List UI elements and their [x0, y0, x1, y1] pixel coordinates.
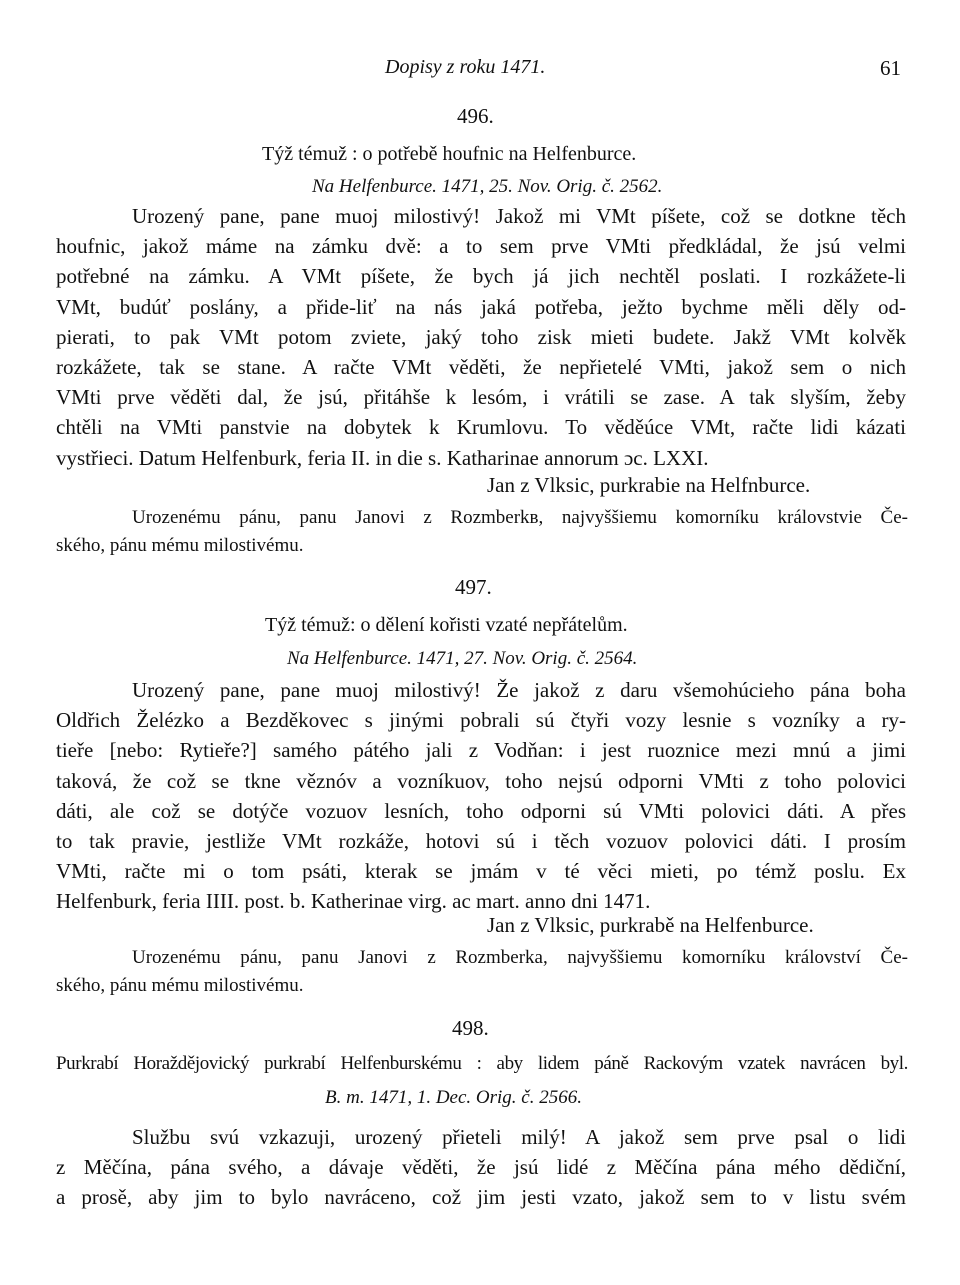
- address-line: Urozenému pánu, panu Janovi z Rozmberkв, najvyššiemu komorníku královstvie Če-: [132, 507, 908, 528]
- body-line: potřebné na zámku. A VMt píšete, že bych já jich nechtěl poslati. I rozkážete-li: [56, 264, 906, 289]
- body-line: VMti prve věděti dal, že jsú, přitáhše k lesóm, i vrátili se zase. A tak slyším, žeby: [56, 385, 906, 410]
- letter-address: [56, 944, 908, 1000]
- letter-number: 497.: [455, 575, 492, 599]
- body-line: houfnic, jakož máme na zámku dvě: a to sem prve VMti předkládal, že jsú velmi: [56, 234, 906, 259]
- body-line: rozkážete, tak se stane. A račte VMt věděti, že nepřietelé VMti, jakož sem o nich: [56, 355, 906, 380]
- body-line: taková, že což se tkne věznóv a vozníkuov, toho nejsú odporni VMti z toho polovici: [56, 768, 906, 793]
- body-line: dáti, ale což se dotýče vozuov lesních, toho odporni sú VMti polovici dáti. A přes: [56, 798, 906, 823]
- letter-signature: Jan z Vlksic, purkrabě na Helfenburce.: [487, 913, 814, 937]
- running-title: Dopisy z roku 1471.: [385, 56, 546, 78]
- body-line: chtěli na VMti panstvie na dobytek k Krumlovu. To věděúce VMt, račte lidi kázati: [56, 415, 906, 440]
- letter-address: [56, 504, 908, 560]
- body-line: Helfenburk, feria IIII. post. b. Katherinae virg. ac mart. anno dni 1471.: [56, 889, 651, 914]
- letter-signature: Jan z Vlksic, purkrabie na Helfnburce.: [487, 473, 811, 497]
- body-line: Urozený pane, pane muoj milostivý! Že jakož z daru všemohúcieho pána boha: [132, 678, 906, 702]
- address-line: ského, pánu mému milostivému.: [56, 975, 304, 996]
- body-line: pierati, to pak VMt potom zviete, jaký toho zisk mieti budete. Jakž VMt kolvěk: [56, 324, 906, 349]
- body-line: VMti, račte mi o tom psáti, kterak se jmám v té věci mieti, po témž poslu. Ex: [56, 859, 906, 884]
- letter-dateline: Na Helfenburce. 1471, 27. Nov. Orig. č. 2564.: [287, 648, 638, 669]
- body-line: to tak pravie, jestliže VMt rozkáže, hotovi sú i těch vozuov polovici dáti. I prosím: [56, 829, 906, 854]
- body-line: tieře [nebo: Rytieře?] samého pátého jali z Vodňan: i jest ruoznice mezi mnú a jimi: [56, 738, 906, 763]
- body-line: VMt, budúť poslány, a přide-liť na nás jaká potřeba, ježto bychme měli děly od-: [56, 294, 906, 319]
- body-line: Urozený pane, pane muoj milostivý! Jakož mi VMt píšete, což se dotkne těch: [132, 204, 906, 228]
- letter-subject: Purkrabí Horaždějovický purkrabí Helfenburskému : aby lidem páně Rackovým vzatek navrácen byl.: [56, 1053, 908, 1074]
- body-line: z Měčína, pána svého, a dávaje věděti, že jsú lidé z Měčína pána mého dědiční,: [56, 1155, 906, 1180]
- body-line: a prosě, aby jim to bylo navráceno, což jim jesti vzato, jakož sem to v listu svém: [56, 1185, 906, 1210]
- letter-dateline: B. m. 1471, 1. Dec. Orig. č. 2566.: [325, 1087, 582, 1108]
- body-line: Oldřich Želézko a Bezděkovec s jinými pobrali sú čtyři vozy lesnie s vozníky a ry-: [56, 708, 906, 733]
- letter-body: [56, 1122, 906, 1213]
- address-line: Urozenému pánu, panu Janovi z Rozmberka, najvyššiemu komorníku království Če-: [132, 947, 908, 968]
- letter-number: 496.: [457, 104, 494, 128]
- address-line: ského, pánu mému milostivému.: [56, 535, 304, 556]
- page-number: 61: [880, 56, 901, 80]
- letter-body: [56, 201, 906, 473]
- letter-dateline: Na Helfenburce. 1471, 25. Nov. Orig. č. 2562.: [312, 176, 663, 197]
- body-line: vystřieci. Datum Helfenburk, feria II. in die s. Katharinae annorum ɔc. LXXI.: [56, 445, 709, 470]
- body-line: Službu svú vzkazuji, urozený přieteli milý! A jakož sem prve psal o lidi: [132, 1125, 906, 1149]
- letter-body: [56, 675, 906, 917]
- letter-subject: Týž témuž: o dělení kořisti vzaté nepřátelům.: [265, 614, 628, 636]
- letter-number: 498.: [452, 1016, 489, 1040]
- letter-subject: Týž témuž : o potřebě houfnic na Helfenburce.: [262, 143, 637, 165]
